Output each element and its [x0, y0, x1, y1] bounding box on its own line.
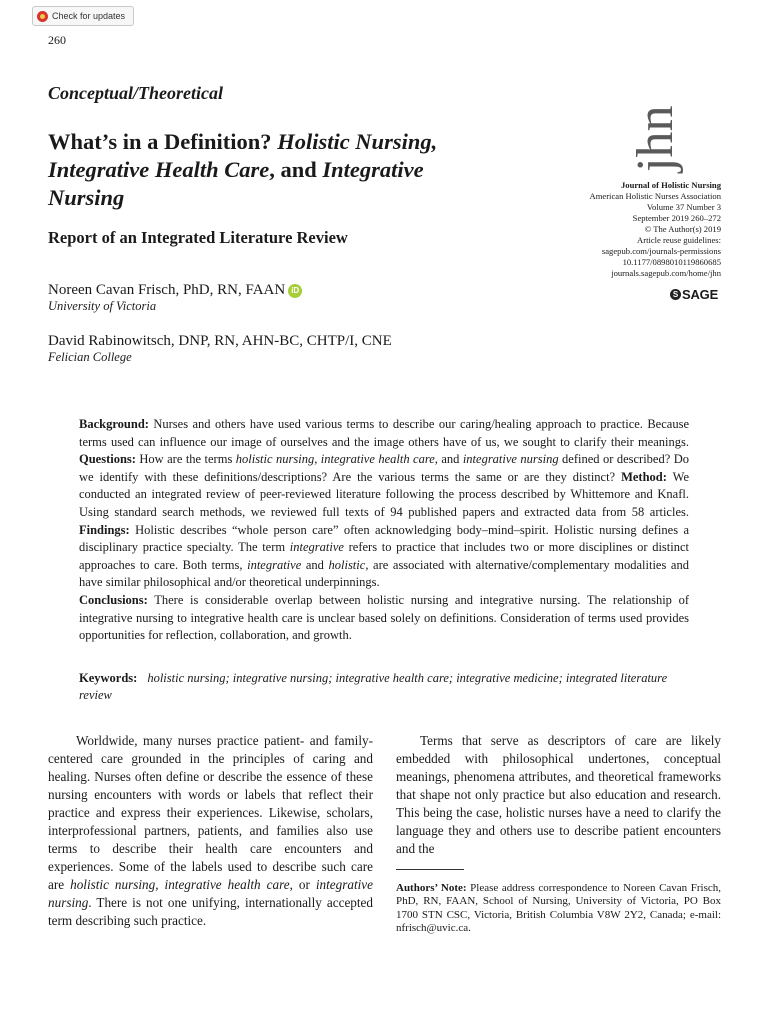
journal-association: American Holistic Nurses Association [589, 191, 721, 201]
abstract-term: holistic [328, 557, 366, 572]
abstract-label: Questions: [79, 452, 136, 467]
abstract-text: How are the terms [135, 452, 236, 467]
authors-note-label: Authors’ Note: [396, 882, 467, 894]
abstract-term: holistic nursing, integrative health care [235, 452, 435, 467]
keywords [79, 670, 689, 704]
journal-date-pages: September 2019 260–272 [632, 213, 721, 223]
article-subtitle: Report of an Integrated Literature Review [48, 228, 348, 247]
abstract-text: We conducted an integrated review of peer-reviewed literature following the process described by Whittemore and Knafl. Using standard search methods, we reviewed full texts of 94 published papers and extracted data from 58 articles. [79, 469, 689, 519]
body-column-left [48, 732, 373, 930]
author-name: Noreen Cavan Frisch, PhD, RN, FAAN [48, 282, 286, 298]
sage-logo [670, 287, 718, 302]
doi-link[interactable]: 10.1177/0898010119860685 [622, 257, 721, 267]
journal-info [521, 180, 721, 279]
abstract-label: Findings: [79, 522, 130, 537]
abstract-term: integrative nursing [462, 452, 559, 467]
body-text: . There is not one unifying, internationally accepted term describing such practice. [48, 895, 373, 928]
article-category: Conceptual/Theoretical [48, 83, 223, 103]
abstract-text: defined or described? Do we identify with these definitions/descriptions? Are the various terms the same or are they distinct? [79, 452, 689, 484]
title-term: Integrative [322, 157, 424, 182]
abstract-text: , are associated with alternative/complementary modalities and have similar philosophical and/or theoretical underpinnings. [79, 557, 689, 590]
body-column-right: Terms that serve as descriptors of care are likely embedded with philosophical undertones, conceptual meanings, phenomena attributes, and theoretical frameworks that shape not only practice but also education and research. This being the case, holistic nurses have a need to clarify the language they and others use to describe patient encounters and the [396, 733, 721, 856]
body-term: integrative nursing [48, 877, 373, 910]
abstract [79, 416, 689, 645]
journal-home-link[interactable]: journals.sagepub.com/home/jhn [611, 268, 721, 278]
title-part: , and [269, 157, 323, 182]
abstract-text: refers to practice that includes two or more disciplines or distinct approaches to care. Both terms, [79, 540, 690, 572]
title-term: Holistic Nursing, [277, 129, 438, 154]
keywords-list: holistic nursing; integrative nursing; integrative health care; integrative medicine; integrated literature review [79, 671, 668, 702]
body-term: holistic nursing, integrative health care [70, 877, 290, 892]
article-title [48, 128, 518, 212]
footnote-divider [396, 869, 464, 870]
keywords-label: Keywords: [79, 671, 138, 685]
journal-name: Journal of Holistic Nursing [620, 180, 721, 190]
abstract-label: Method: [621, 469, 667, 484]
abstract-term: integrative [247, 557, 302, 572]
sage-wordmark: SAGE [682, 287, 719, 302]
crossmark-icon [37, 11, 48, 22]
check-for-updates-label: Check for updates [52, 11, 126, 21]
author-2-affiliation: Felician College [48, 350, 132, 364]
author-1 [48, 282, 302, 299]
sage-mark-icon: S [670, 289, 681, 300]
abstract-text: and [301, 557, 329, 572]
title-part: What’s in a Definition? [48, 129, 278, 154]
jhn-logo-text: jhn [627, 105, 684, 172]
orcid-icon[interactable]: iD [288, 284, 302, 298]
title-term: Nursing [48, 185, 125, 210]
journal-volume: Volume 37 Number 3 [646, 202, 721, 212]
body-text: , or [289, 877, 316, 892]
author-1-affiliation: University of Victoria [48, 299, 157, 313]
authors-note-text: Please address correspondence to Noreen Cavan Frisch, PhD, RN, FAAN, School of Nursing, University of Victoria, PO Box 1700 STN CSC, Victoria, British Columbia V8W 2Y2, Canada; e-mail: nfrisch@uvic.ca. [396, 882, 722, 934]
title-term: Integrative Health Care [48, 157, 270, 182]
journal-reuse: Article reuse guidelines: [637, 235, 721, 245]
author-2: David Rabinowitsch, DNP, RN, AHN-BC, CHTP/I, CNE [48, 333, 392, 349]
abstract-text: , and [434, 452, 463, 467]
jhn-logo [627, 72, 710, 182]
page-number: 260 [48, 33, 66, 47]
abstract-text: There is considerable overlap between holistic nursing and integrative nursing. The relationship of integrative nursing to integrative health care is unclear based solely on definitions. Consideration of terms used provides opportunities for reflection, collaboration, and growth. [79, 592, 689, 643]
authors-note [396, 882, 721, 935]
permissions-link[interactable]: sagepub.com/journals-permissions [601, 246, 721, 256]
check-for-updates-button[interactable] [32, 6, 134, 26]
body-text: Worldwide, many nurses practice patient- and family-centered care grounded in the principles of caring and healing. Nurses often define or describe the essence of these nursing encounters with words or labels that reflect their practice and express their experiences. Likewise, scholars, interprofessional partners, patients, and families also use terms to describe their health care encounters and experiences. Some of the labels used to describe such care are [48, 733, 373, 892]
abstract-label: Background: [79, 417, 149, 431]
abstract-text: Nurses and others have used various terms to describe our caring/healing approach to practice. Because terms used can influence our image of ourselves and the image others have of us, we sought to clarify their meanings. [79, 417, 689, 449]
journal-copyright: © The Author(s) 2019 [644, 224, 721, 234]
abstract-text: Holistic describes “whole person care” often acknowledging body–mind–spirit. Holistic nursing defines a disciplinary practice specialty. The term [79, 522, 689, 555]
abstract-term: integrative [289, 540, 344, 555]
abstract-label: Conclusions: [79, 592, 148, 607]
